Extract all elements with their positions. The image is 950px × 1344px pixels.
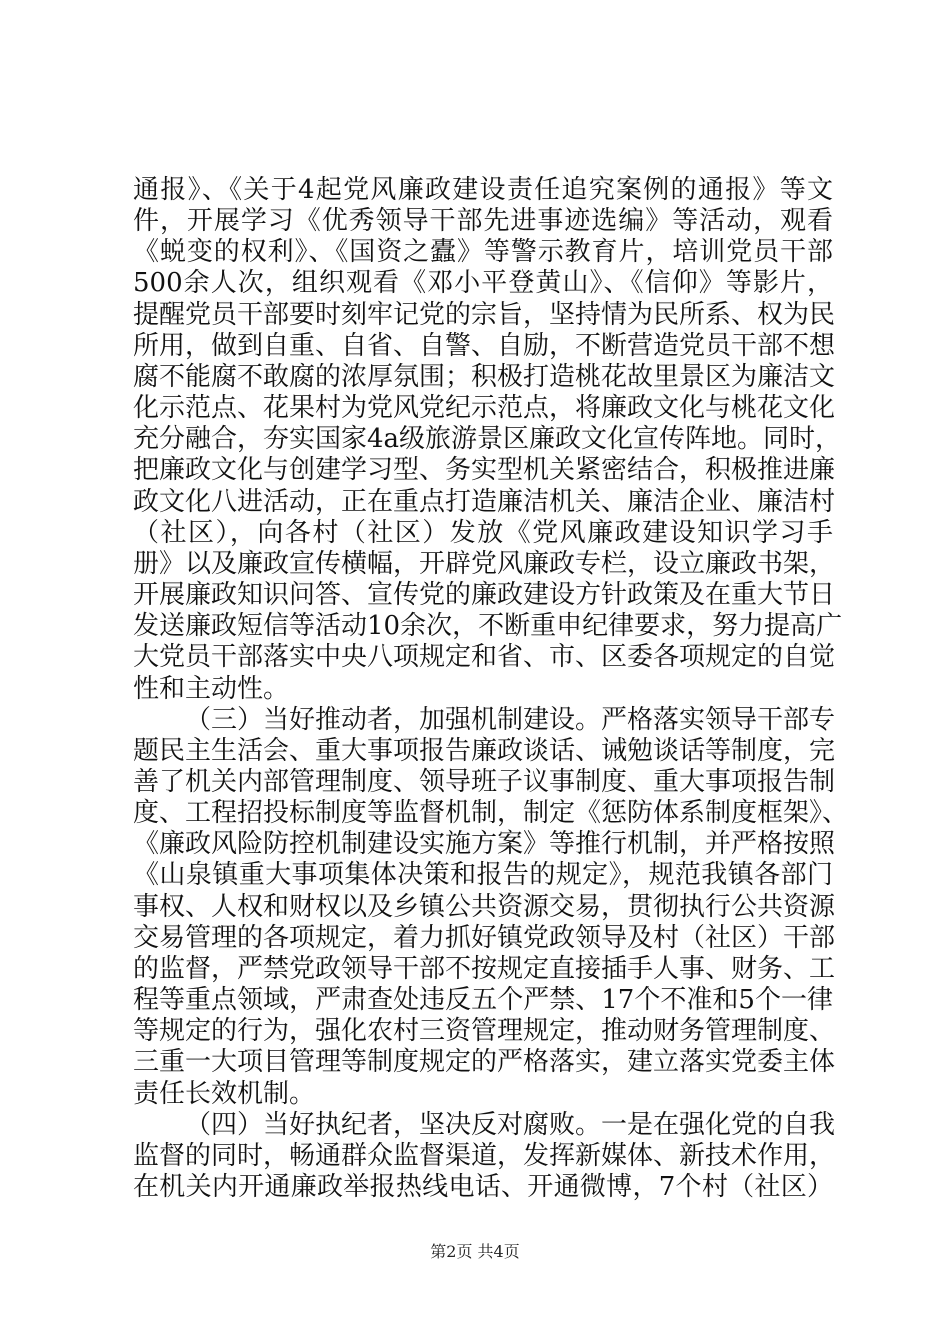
body-text-line: 充分融合，夯实国家4a级旅游景区廉政文化宣传阵地。同时，	[133, 424, 842, 454]
body-text-line: 500余人次，组织观看《邓小平登黄山》、《信仰》等影片，	[133, 268, 833, 298]
body-text-line: 所用，做到自重、自省、自警、自励，不断营造党员干部不想	[133, 331, 836, 361]
body-text-line: 提醒党员干部要时刻牢记党的宗旨，坚持情为民所系、权为民	[133, 300, 836, 330]
body-text-line: 《山泉镇重大事项集体决策和报告的规定》，规范我镇各部门	[133, 860, 833, 890]
body-text-line: 度、工程招投标制度等监督机制，制定《惩防体系制度框架》、	[133, 798, 849, 828]
body-text-line: 大党员干部落实中央八项规定和省、市、区委各项规定的自觉	[133, 642, 836, 672]
body-text-line: 把廉政文化与创建学习型、务实型机关紧密结合，积极推进廉	[133, 455, 836, 485]
body-text-line: 事权、人权和财权以及乡镇公共资源交易，贯彻执行公共资源	[133, 892, 836, 922]
body-text-line: 腐不能腐不敢腐的浓厚氛围；积极打造桃花故里景区为廉洁文	[133, 362, 836, 392]
body-text-line: （社区），向各村（社区）发放《党风廉政建设知识学习手	[133, 518, 833, 548]
body-text-line: 等规定的行为，强化农村三资管理规定，推动财务管理制度、	[133, 1016, 836, 1046]
paragraph-end-line: 责任长效机制。	[133, 1079, 316, 1109]
body-text-line: 交易管理的各项规定，着力抓好镇党政领导及村（社区）干部	[133, 923, 836, 953]
body-text-line: 程等重点领域，严肃查处违反五个严禁、17个不准和5个一律	[133, 985, 833, 1015]
body-text-line: 《廉政风险防控机制建设实施方案》等推行机制，并严格按照	[133, 829, 836, 859]
body-text-line: 三重一大项目管理等制度规定的严格落实，建立落实党委主体	[133, 1047, 836, 1077]
body-text-line: 监督的同时，畅通群众监督渠道，发挥新媒体、新技术作用，	[133, 1141, 836, 1171]
body-text-line: 开展廉政知识问答、宣传党的廉政建设方针政策及在重大节日	[133, 580, 836, 610]
paragraph-end-line: 性和主动性。	[133, 674, 290, 704]
body-text-line: 化示范点、花果村为党风党纪示范点，将廉政文化与桃花文化	[133, 393, 836, 423]
body-text-line: 题民主生活会、重大事项报告廉政谈话、诫勉谈话等制度，完	[133, 736, 836, 766]
body-text-line: 政文化八进活动，正在重点打造廉洁机关、廉洁企业、廉洁村	[133, 487, 836, 517]
body-text-line: 在机关内开通廉政举报热线电话、开通微博，7个村（社区）	[133, 1172, 833, 1202]
section-heading-line: （四）当好执纪者，坚决反对腐败。一是在强化党的自我	[185, 1110, 836, 1140]
body-text-line: 《蜕变的权利》、《国资之蠹》等警示教育片，培训党员干部	[133, 237, 833, 267]
body-text-line: 的监督，严禁党政领导干部不按规定直接插手人事、财务、工	[133, 954, 836, 984]
body-text-line: 通报》、《关于4起党风廉政建设责任追究案例的通报》等文	[133, 175, 833, 205]
body-text-line: 发送廉政短信等活动10余次，不断重申纪律要求，努力提高广	[133, 611, 843, 641]
body-text-line: 册》以及廉政宣传横幅，开辟党风廉政专栏，设立廉政书架，	[133, 549, 836, 579]
page-number-footer: 第2页 共4页	[430, 1242, 520, 1261]
body-text-line: 件，开展学习《优秀领导干部先进事迹选编》等活动，观看	[133, 206, 833, 236]
body-text-line: 善了机关内部管理制度、领导班子议事制度、重大事项报告制	[133, 767, 836, 797]
section-heading-line: （三）当好推动者，加强机制建设。严格落实领导干部专	[185, 705, 836, 735]
